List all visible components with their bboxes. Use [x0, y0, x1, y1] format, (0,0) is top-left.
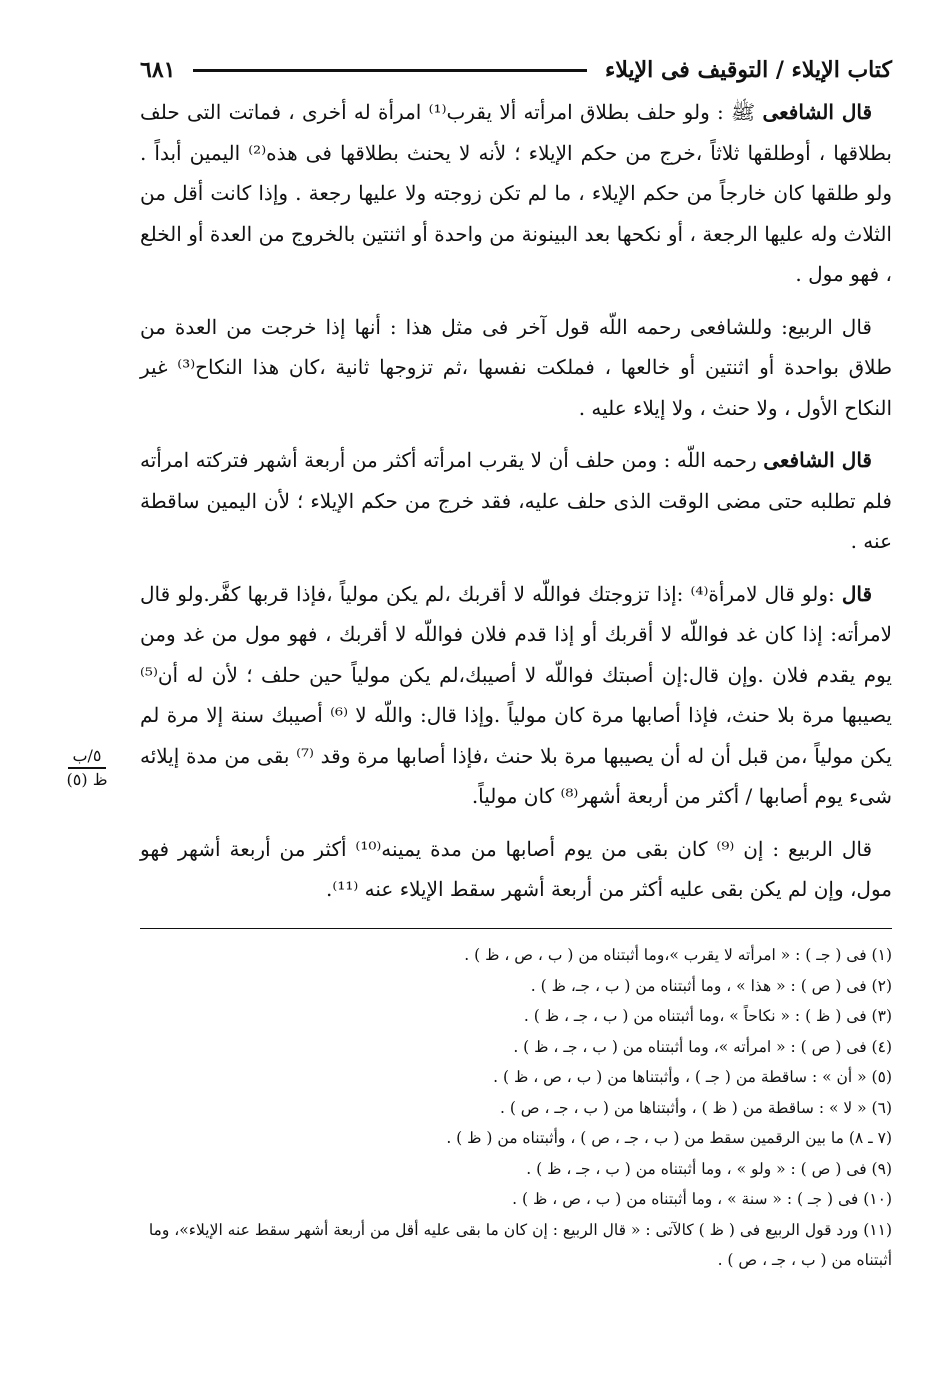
paragraph-text: رحمه اللّه : ومن حلف أن لا يقرب امرأته أكثر من أربعة أشهر فتركته امرأته فلم تطلبه حتى مضى الوقت الذى حلف عليه، فقد خرج من حكم الإيلاء ؛ لأن اليمين ساقطة عنه .: [140, 448, 892, 553]
page-number: ٦٨١: [140, 57, 176, 83]
footnotes: [140, 940, 892, 1276]
footnote: (٧ ـ ٨) ما بين الرقمين سقط من ( ب ، جـ ، ص ) ، وأثبتناه من ( ظ ) .: [446, 1129, 892, 1147]
header-rule: [193, 69, 587, 72]
manuscript-margin-note: [52, 745, 122, 791]
paragraph-text: قال الربيع : إن ⁽⁹⁾ كان بقى من يوم أصابها من مدة يمينه⁽¹⁰⁾ أكثر من أربعة أشهر فهو مول، وإن لم يكن بقى عليه أكثر من أربعة أشهر سقط الإيلاء عنه ⁽¹¹⁾.: [140, 836, 892, 901]
speaker-label: قال الشافعى: [762, 100, 873, 124]
header-title: كتاب الإيلاء / التوقيف فى الإيلاء: [605, 57, 892, 83]
paragraph-text: :ولو قال لامرأة⁽⁴⁾ :إذا تزوجتك فواللّه لا أقربك ،لم يكن مولياً ،فإذا قربها كفَّر.ولو قال لامرأته: إذا كان غد فواللّه لا أقربك أو إذا قدم فلان فواللّه لا أقربك ، فهو مول من غد ومن يوم يقدم فلان .وإن قال:إن أصبتك فواللّه لا أصيبك،لم يكن مولياً حين حلف ؛ لأن له أن⁽⁵⁾ يصيبها مرة بلا حنث، فإذا أصابها مرة كان مولياً .وإذا قال: واللّه لا ⁽⁶⁾ أصيبك سنة إلا مرة لم يكن مولياً ،من قبل أن له أن يصيبها مرة بلا حنث ،فإذا أصابها مرة وقد ⁽⁷⁾ بقى من مدة إيلائه شىء يوم أصابها / أكثر من أربعة أشهر⁽⁸⁾ كان مولياً.: [140, 581, 892, 808]
footnote: (١٠) فى ( جـ ) : « سنة » ، وما أثبتناه من ( ب ، ص ، ظ ) .: [512, 1190, 892, 1208]
footnote: (٣) فى ( ظ ) : « نكاحاً » ،وما أثبتناه من ( ب ، جـ ، ظ ) .: [523, 1007, 892, 1025]
footnote: (٤) فى ( ص ) : « امرأته »، وما أثبتناه من ( ب ، جـ ، ظ ) .: [513, 1037, 892, 1056]
paragraph: [140, 574, 892, 817]
running-header: [140, 50, 892, 90]
footnote-divider: [140, 928, 892, 929]
footnote: (٢) فى ( ص ) : « هذا » ، وما أثبتناه من ( ب ، جـ، ظ ) .: [530, 976, 892, 995]
paragraph: [140, 829, 892, 910]
footnote: (٩) فى ( ص ) : « ولو » ، وما أثبتناه من ( ب ، جـ ، ظ ) .: [526, 1159, 892, 1178]
footnote: (١١) ورد قول الربيع فى ( ظ ) كالآتى : « قال الربيع : إن كان ما بقى عليه أقل من أربعة أشهر سقط عنه الإيلاء»، وما أثبتناه من ( ب ، جـ ، ص ) .: [148, 1220, 892, 1269]
paragraph: [140, 92, 892, 295]
paragraph: [140, 307, 892, 429]
margin-note-folio: ٥/ب: [68, 745, 105, 769]
footnote: (٦) « لا » : ساقطة من ( ظ ) ، وأثبتناها من ( ب ، جـ ، ص ) .: [499, 1098, 892, 1117]
paragraph: [140, 440, 892, 562]
footnote: (٥) « أن » : ساقطة من ( جـ ) ، وأثبتناها من ( ب ، ص ، ظ ) .: [493, 1068, 892, 1086]
paragraph-text: ﷺ : ولو حلف بطلاق امرأته ألا يقرب⁽¹⁾ امرأة له أخرى ، فماتت التى حلف بطلاقها ، أوطلقها ثلاثاً ،خرج من حكم الإيلاء ؛ لأنه لا يحنث بطلاقها فى هذه⁽²⁾ اليمين أبداً . ولو طلقها كان خارجاً من حكم الإيلاء ، ما لم تكن زوجته ولا عليها رجعة . وإذا كانت أقل من الثلاث وله عليها الرجعة ، أو نكحها بعد البينونة من واحدة أو اثنتين بالخروج من العدة أو الخلع ، فهو مول .: [140, 100, 892, 286]
footnote: (١) فى ( جـ ) : « امرأته لا يقرب »،وما أثبتناه من ( ب ، ص ، ظ ) .: [464, 946, 892, 964]
speaker-label: قال الشافعى: [763, 448, 872, 472]
main-text: [140, 92, 892, 922]
paragraph-text: قال الربيع: وللشافعى رحمه اللّه قول آخر فى مثل هذا : أنها إذا خرجت من العدة من طلاق بواحدة أو اثنتين أو خالعها ، فملكت نفسها ،ثم تزوجها ثانية ،كان هذا النكاح⁽³⁾ غير النكاح الأول ، ولا حنث ، ولا إيلاء عليه .: [140, 314, 892, 420]
margin-note-manuscript: ظ (٥): [66, 770, 108, 789]
speaker-label: قال: [841, 581, 872, 606]
